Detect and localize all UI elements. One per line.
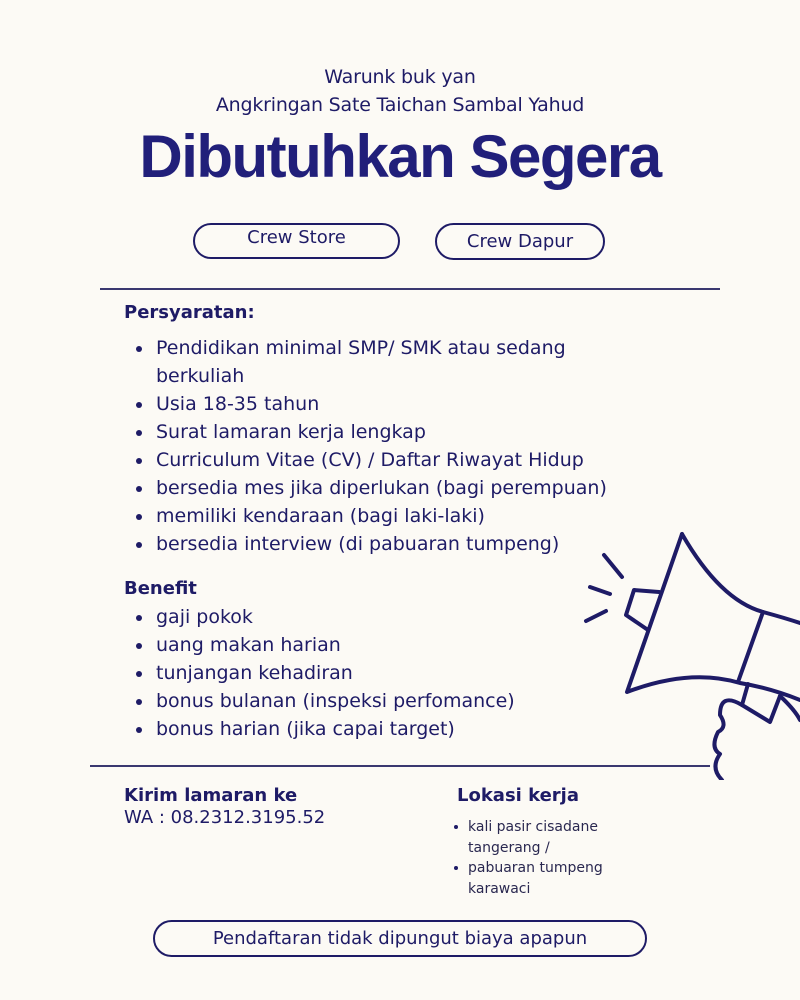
list-item: memiliki kendaraan (bagi laki-laki): [124, 502, 644, 530]
business-subtitle: Angkringan Sate Taichan Sambal Yahud: [215, 94, 585, 116]
benefit-heading: Benefit: [124, 578, 197, 599]
location-heading: Lokasi kerja: [457, 785, 579, 806]
free-registration-notice: Pendaftaran tidak dipungut biaya apapun: [153, 920, 647, 957]
list-item: Usia 18-35 tahun: [124, 390, 644, 418]
list-item: pabuaran tumpeng: [452, 858, 652, 879]
list-item: gaji pokok: [124, 603, 584, 631]
position-crew-dapur: Crew Dapur: [435, 223, 605, 260]
list-item: kali pasir cisadane: [452, 817, 652, 838]
location-list: [452, 817, 652, 899]
list-item: tunjangan kehadiran: [124, 659, 584, 687]
requirements-heading: Persyaratan:: [124, 302, 255, 323]
list-item: berkuliah: [156, 365, 245, 387]
list-item: bonus harian (jika capai target): [124, 715, 584, 743]
requirements-list: [124, 334, 644, 558]
list-item: uang makan harian: [124, 631, 584, 659]
divider-bottom: [90, 765, 710, 767]
list-item: bonus bulanan (inspeksi perfomance): [124, 687, 584, 715]
megaphone-icon: [570, 520, 800, 780]
list-item: bersedia mes jika diperlukan (bagi perempuan): [124, 474, 644, 502]
list-item: Curriculum Vitae (CV) / Daftar Riwayat Hidup: [124, 446, 644, 474]
position-crew-store: Crew Store: [193, 223, 400, 259]
list-item: Surat lamaran kerja lengkap: [124, 418, 644, 446]
list-item: karawaci: [468, 880, 531, 897]
contact-heading: Kirim lamaran ke: [124, 785, 298, 806]
page-title: Dibutuhkan Segera: [139, 123, 661, 190]
contact-whatsapp: WA : 08.2312.3195.52: [124, 807, 326, 828]
business-name: Warunk buk yan: [324, 66, 476, 88]
divider-top: [100, 288, 720, 290]
list-item: tangerang /: [468, 839, 550, 856]
list-item: bersedia interview (di pabuaran tumpeng): [124, 530, 644, 558]
benefit-list: [124, 603, 584, 743]
list-item: Pendidikan minimal SMP/ SMK atau sedang: [124, 334, 644, 362]
